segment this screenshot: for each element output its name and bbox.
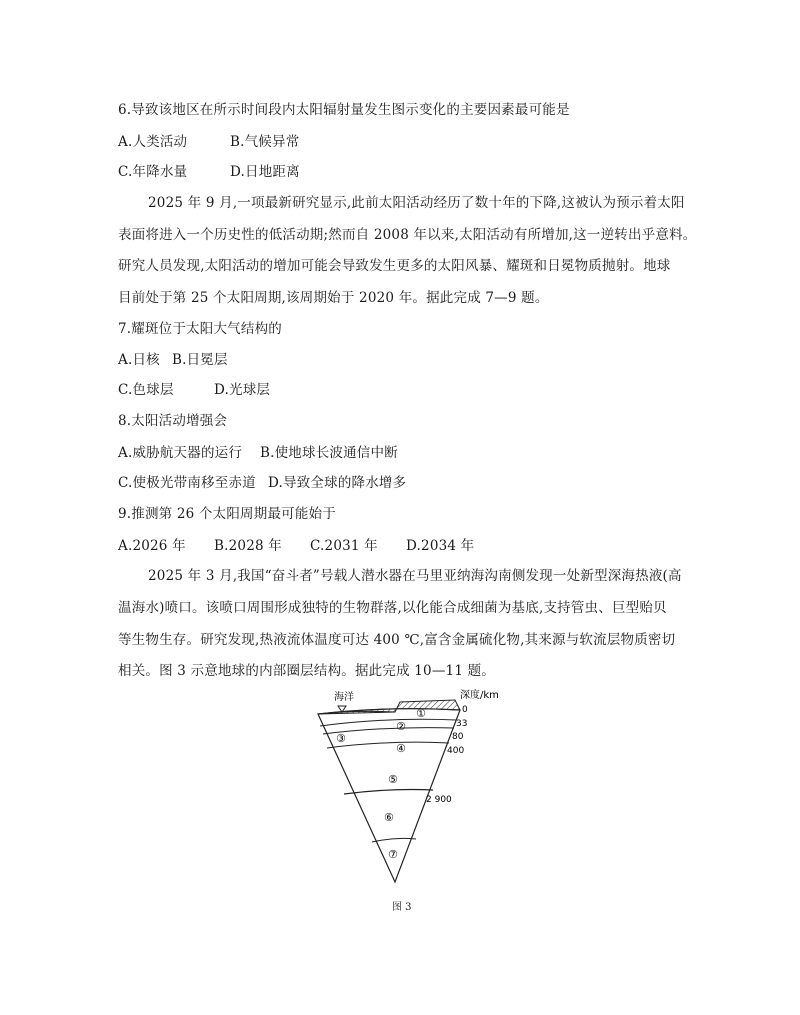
layer-5-label: ⑤: [388, 773, 398, 786]
q6-option-c[interactable]: C.年降水量: [118, 164, 188, 180]
q9-stem: 9.推测第 26 个太阳周期最可能始于: [118, 506, 336, 522]
q8-options-row2: [118, 474, 406, 492]
q8-option-d[interactable]: D.导致全球的降水增多: [268, 475, 407, 491]
q7-option-a[interactable]: A.日核: [118, 352, 160, 368]
layer-1-label: ①: [416, 707, 426, 720]
q7-option-d[interactable]: D.光球层: [214, 382, 271, 398]
q8-option-a[interactable]: A.威胁航天器的运行: [118, 445, 243, 461]
q7-option-b[interactable]: B.日冕层: [172, 352, 228, 368]
depth-axis-label: 深度/km: [460, 690, 499, 701]
earth-layers-diagram: [300, 686, 530, 886]
depth-2900: 2 900: [426, 795, 452, 805]
q6-option-b[interactable]: B.气候异常: [230, 134, 300, 150]
passage2-line: 等生物生存。研究发现,热液流体温度可达 400 ℃,富含金属硫化物,其来源与软流层物质密切: [118, 632, 676, 648]
q9-option-c[interactable]: C.2031 年: [310, 538, 378, 554]
passage1-line: 表面将进入一个历史性的低活动期;然而自 2008 年以来,太阳活动有所增加,这一逆转出乎意料。: [118, 227, 697, 243]
depth-0: 0: [462, 705, 468, 715]
q9-option-b[interactable]: B.2028 年: [214, 538, 282, 554]
q6-option-a[interactable]: A.人类活动: [118, 134, 188, 150]
layer-6-label: ⑥: [384, 811, 394, 824]
layer-3-label: ③: [336, 732, 346, 745]
q9-options-row: [118, 537, 474, 555]
q7-stem: 7.耀斑位于太阳大气结构的: [118, 321, 282, 337]
q9-option-d[interactable]: D.2034 年: [406, 538, 475, 554]
passage1-line: 2025 年 9 月,一项最新研究显示,此前太阳活动经历了数十年的下降,这被认为预示着太阳: [148, 195, 685, 211]
q6-stem: 6.导致该地区在所示时间段内太阳辐射量发生图示变化的主要因素最可能是: [118, 102, 570, 118]
passage2-line: 相关。图 3 示意地球的内部圈层结构。据此完成 10—11 题。: [118, 663, 496, 679]
q8-option-b[interactable]: B.使地球长波通信中断: [260, 445, 398, 461]
q7-options-row1: [118, 351, 228, 369]
q7-options-row2: [118, 381, 270, 399]
layer-2-label: ②: [396, 720, 406, 733]
passage1-line: 目前处于第 25 个太阳周期,该周期始于 2020 年。据此完成 7—9 题。: [118, 290, 549, 306]
passage2-line: 2025 年 3 月,我国“奋斗者”号载人潜水器在马里亚纳海沟南侧发现一处新型深海热液(高: [148, 568, 682, 584]
q8-stem: 8.太阳活动增强会: [118, 413, 228, 429]
figure-caption: 图 3: [392, 902, 412, 913]
depth-400: 400: [447, 746, 465, 756]
layer-7-label: ⑦: [388, 848, 398, 861]
earth-layers-figure: [300, 686, 530, 886]
depth-33: 33: [456, 719, 468, 729]
passage2-line: 温海水)喷口。该喷口周围形成独特的生物群落,以化能合成细菌为基底,支持管虫、巨型贻贝: [118, 600, 667, 616]
q9-option-a[interactable]: A.2026 年: [118, 538, 186, 554]
q7-option-c[interactable]: C.色球层: [118, 382, 174, 398]
passage1-line: 研究人员发现,太阳活动的增加可能会导致发生更多的太阳风暴、耀斑和日冕物质抛射。地球: [118, 258, 671, 274]
depth-80: 80: [452, 732, 464, 742]
ocean-label: 海洋: [334, 692, 354, 703]
q6-options-row2: [118, 163, 300, 181]
q8-option-c[interactable]: C.使极光带南移至赤道: [118, 475, 256, 491]
q6-option-d[interactable]: D.日地距离: [230, 164, 300, 180]
q6-options-row1: [118, 133, 299, 151]
q8-options-row1: [118, 444, 398, 462]
layer-4-label: ④: [396, 742, 406, 755]
